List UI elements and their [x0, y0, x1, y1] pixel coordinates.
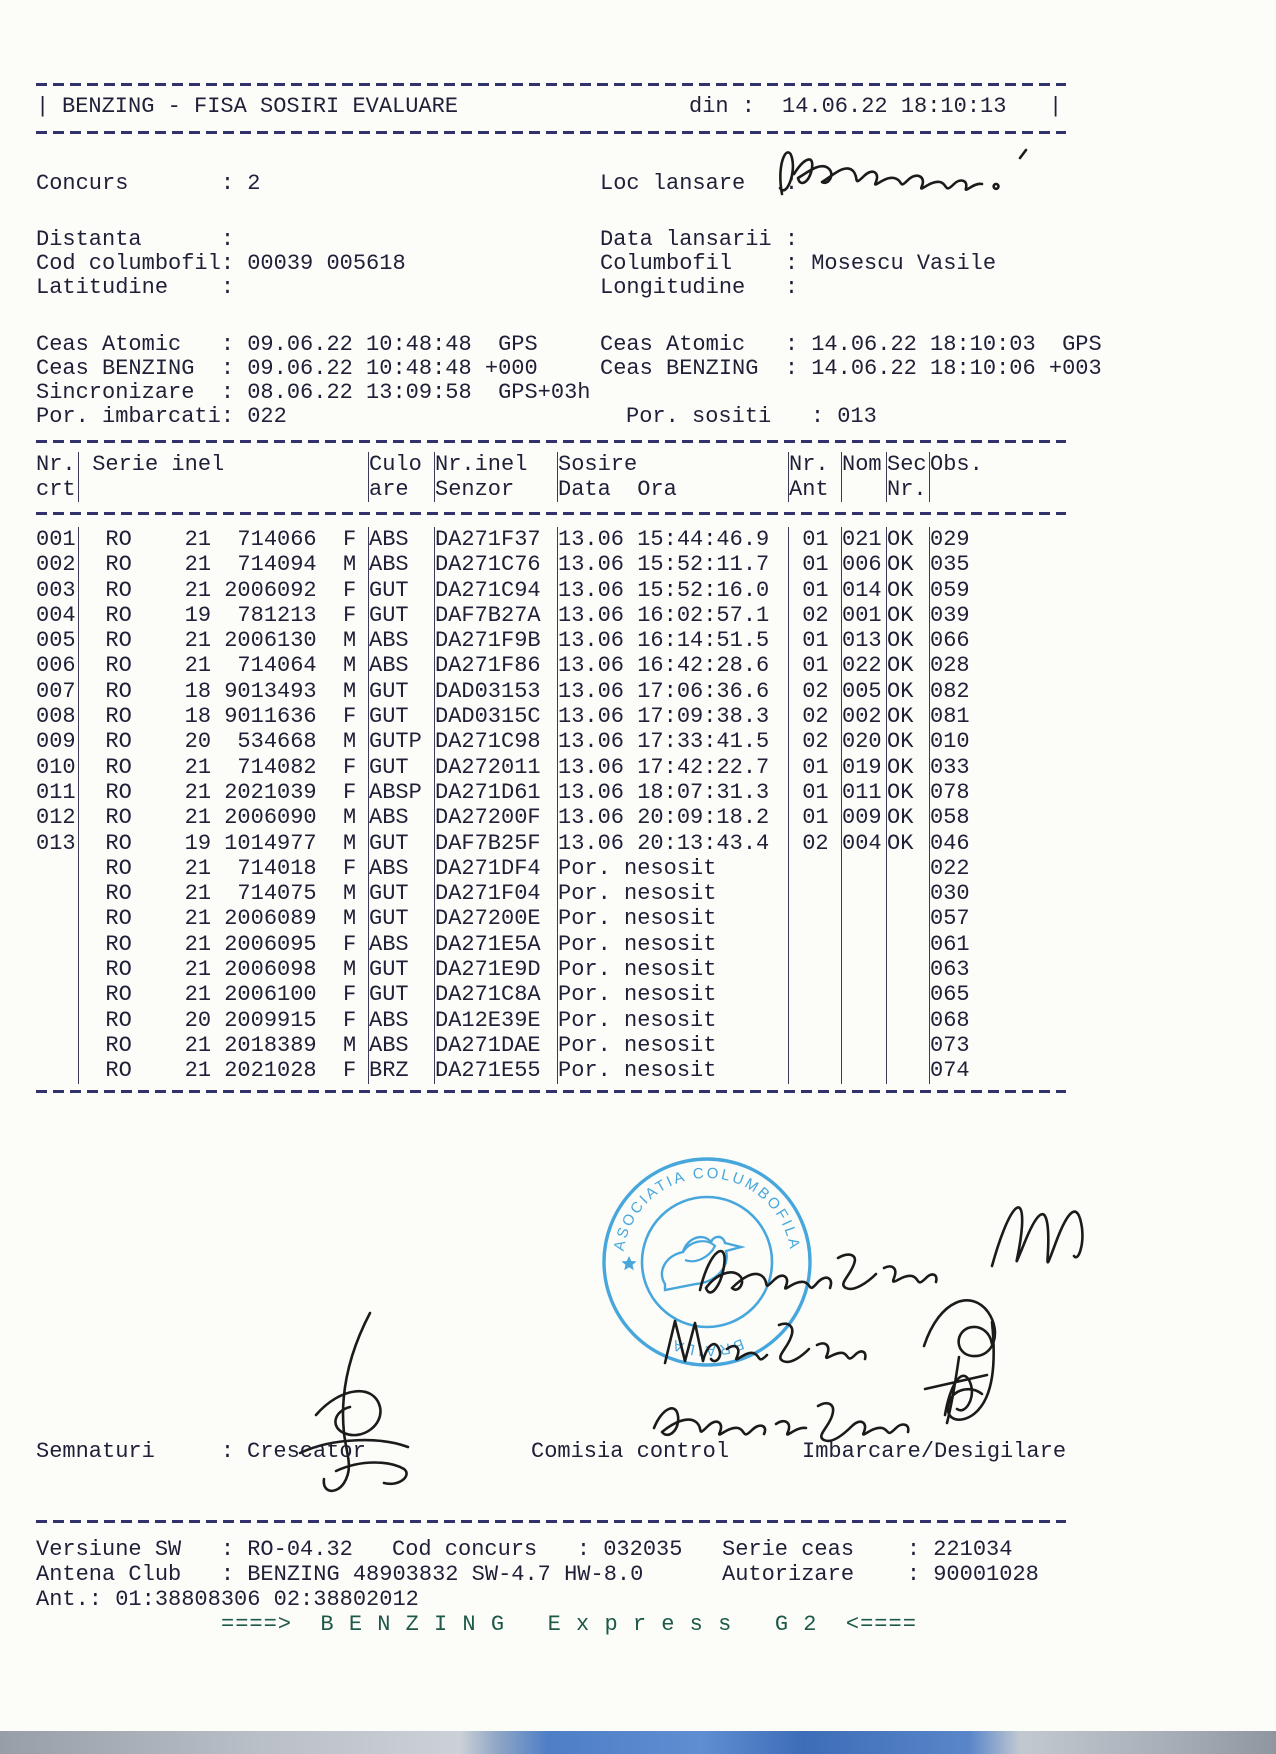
cell-nr-ant: [789, 1033, 842, 1058]
cell-culoare: GUT: [369, 603, 435, 628]
longitudine-label: Longitudine :: [600, 275, 812, 300]
cell-nr-ant: [789, 1058, 842, 1083]
table-body: [36, 527, 983, 1084]
cell-culoare: ABS: [369, 932, 435, 957]
cell-senzor: DA271D61: [435, 780, 558, 805]
stamp-star-icon: [621, 1256, 636, 1270]
table-row: [36, 881, 983, 906]
cell-senzor: DA271E55: [435, 1058, 558, 1083]
cell-nr-ant: [789, 932, 842, 957]
cell-sosire: Por. nesosit: [558, 881, 789, 906]
cell-sec-nr: [887, 982, 930, 1007]
ceas-benzing-left-label: Ceas BENZING :: [36, 356, 248, 381]
cell-sec-nr: OK: [887, 755, 930, 780]
cell-serie-inel: RO 21 2018389 M: [79, 1033, 369, 1058]
table-row: [36, 729, 983, 754]
cell-nom: [842, 1033, 887, 1058]
cell-senzor: DA12E39E: [435, 1008, 558, 1033]
cell-senzor: DA271F86: [435, 653, 558, 678]
cell-senzor: DA271F04: [435, 881, 558, 906]
cell-nr-crt: 003: [36, 578, 79, 603]
cell-senzor: DA271C98: [435, 729, 558, 754]
cell-nr-crt: [36, 856, 79, 881]
cell-senzor: DA271DAE: [435, 1033, 558, 1058]
cell-senzor: DAF7B27A: [435, 603, 558, 628]
cell-sosire: Por. nesosit: [558, 906, 789, 931]
cell-nr-crt: 004: [36, 603, 79, 628]
cell-serie-inel: RO 19 781213 F: [79, 603, 369, 628]
table-row: [36, 552, 983, 577]
cell-obs: 074: [930, 1058, 970, 1084]
cell-obs: 010: [930, 729, 970, 755]
cell-obs: 081: [930, 704, 970, 730]
cell-senzor: DA271DF4: [435, 856, 558, 881]
cell-culoare: GUT: [369, 982, 435, 1007]
cell-sec-nr: [887, 932, 930, 957]
cell-sosire: 13.06 15:52:11.7: [558, 552, 789, 577]
cell-sosire: 13.06 16:02:57.1: [558, 603, 789, 628]
cell-nr-crt: 012: [36, 805, 79, 830]
cell-sosire: 13.06 17:06:36.6: [558, 679, 789, 704]
cell-sec-nr: [887, 1008, 930, 1033]
cell-senzor: DA27200E: [435, 906, 558, 931]
cell-obs: 030: [930, 881, 970, 907]
cell-sec-nr: OK: [887, 552, 930, 577]
cell-senzor: DA27200F: [435, 805, 558, 830]
cell-nom: [842, 982, 887, 1007]
col-header-serie-inel: Serie inel: [79, 452, 369, 502]
cell-serie-inel: RO 21 2006098 M: [79, 957, 369, 982]
cell-nr-crt: 006: [36, 653, 79, 678]
signature-committee-1: [688, 1228, 948, 1313]
por-sositi-label: Por. sositi :: [626, 404, 838, 429]
table-header: [36, 452, 983, 502]
cell-senzor: DA271F37: [435, 527, 558, 552]
cell-nom: 019: [842, 755, 887, 780]
cod-concurs-label: Cod concurs :: [392, 1537, 604, 1562]
table-row: [36, 805, 983, 830]
table-row: [36, 679, 983, 704]
cell-sosire: 13.06 18:07:31.3: [558, 780, 789, 805]
cell-sosire: Por. nesosit: [558, 982, 789, 1007]
cell-nr-crt: 008: [36, 704, 79, 729]
col-header-culoare: Culo are: [369, 452, 435, 502]
cell-sosire: 13.06 17:09:38.3: [558, 704, 789, 729]
cell-nr-crt: [36, 1008, 79, 1033]
cell-sec-nr: OK: [887, 653, 930, 678]
ceas-atomic-left-label: Ceas Atomic :: [36, 332, 248, 357]
cod-columbofil-value: 00039 005618: [247, 251, 406, 276]
cell-nr-ant: 01: [789, 578, 842, 603]
cell-nr-crt: 009: [36, 729, 79, 754]
col-header-sec-nr: Sec Nr.: [887, 452, 930, 502]
cell-serie-inel: RO 21 714075 M: [79, 881, 369, 906]
col-header-senzor: Nr.inel Senzor: [435, 452, 558, 502]
table-row: [36, 856, 983, 881]
cell-sec-nr: OK: [887, 578, 930, 603]
cell-sosire: Por. nesosit: [558, 1058, 789, 1083]
columbofil-label: Columbofil :: [600, 251, 812, 276]
cell-nr-ant: 01: [789, 527, 842, 552]
cell-nom: [842, 881, 887, 906]
cell-serie-inel: RO 20 534668 M: [79, 729, 369, 754]
cell-obs: 022: [930, 855, 970, 881]
cell-serie-inel: RO 21 2021039 F: [79, 780, 369, 805]
cell-nr-ant: 02: [789, 603, 842, 628]
divider-top: [36, 83, 1066, 86]
cell-sosire: Por. nesosit: [558, 932, 789, 957]
cell-sosire: 13.06 20:09:18.2: [558, 805, 789, 830]
col-header-sosire: Sosire Data Ora: [558, 452, 789, 502]
table-row: [36, 780, 983, 805]
cell-culoare: ABS: [369, 1033, 435, 1058]
cell-obs: 068: [930, 1007, 970, 1033]
cell-senzor: DA271F9B: [435, 628, 558, 653]
cell-culoare: GUT: [369, 957, 435, 982]
table-row: [36, 906, 983, 931]
cell-sec-nr: OK: [887, 603, 930, 628]
cell-nom: [842, 1058, 887, 1083]
cell-serie-inel: RO 21 2006089 M: [79, 906, 369, 931]
signature-paraph-3: [915, 1345, 995, 1430]
cell-nr-ant: [789, 906, 842, 931]
autorizare-label: Autorizare :: [722, 1562, 934, 1587]
cell-sosire: Por. nesosit: [558, 856, 789, 881]
semnaturi-label: Semnaturi :: [36, 1439, 248, 1464]
signature-paraph-1: [980, 1178, 1095, 1283]
title-right-pipe: |: [1049, 94, 1063, 119]
cell-nr-ant: [789, 957, 842, 982]
table-row: [36, 527, 983, 552]
cell-culoare: BRZ: [369, 1058, 435, 1083]
cell-obs: 061: [930, 931, 970, 957]
cell-nr-crt: 011: [36, 780, 79, 805]
stamp-text-top: ASOCIATIA COLUMBOFILA: [610, 1164, 804, 1253]
table-row: [36, 932, 983, 957]
cell-nr-ant: [789, 1008, 842, 1033]
cell-culoare: ABS: [369, 628, 435, 653]
semnaturi-crescator: Crescator: [247, 1439, 366, 1464]
cell-sec-nr: OK: [887, 527, 930, 552]
cell-senzor: DA271E9D: [435, 957, 558, 982]
divider-above-footer: [36, 1520, 1066, 1523]
table-row: [36, 603, 983, 628]
cell-culoare: ABS: [369, 856, 435, 881]
cell-sosire: 13.06 16:14:51.5: [558, 628, 789, 653]
ceas-benzing-right-value: 14.06.22 18:10:06 +003: [811, 356, 1102, 381]
cell-nom: 001: [842, 603, 887, 628]
cell-culoare: ABS: [369, 1008, 435, 1033]
cell-nr-crt: [36, 906, 79, 931]
cell-nr-crt: 010: [36, 755, 79, 780]
divider-under-table: [36, 1090, 1066, 1093]
cell-sosire: Por. nesosit: [558, 957, 789, 982]
cell-obs: 059: [930, 577, 970, 603]
page-title: BENZING - FISA SOSIRI EVALUARE: [62, 94, 459, 119]
cell-nr-crt: [36, 982, 79, 1007]
cell-sec-nr: [887, 906, 930, 931]
cell-obs: 029: [930, 527, 970, 552]
cell-sosire: Por. nesosit: [558, 1033, 789, 1058]
cell-nr-crt: [36, 957, 79, 982]
antena-club-label: Antena Club :: [36, 1562, 248, 1587]
cell-senzor: DAF7B25F: [435, 831, 558, 856]
table-row: [36, 1058, 983, 1083]
cell-sec-nr: OK: [887, 831, 930, 856]
benzing-express-banner: ====> B E N Z I N G E x p r e s s G 2 <====: [221, 1612, 917, 1637]
distanta-label: Distanta :: [36, 227, 248, 252]
cell-nr-ant: 01: [789, 805, 842, 830]
cell-culoare: GUT: [369, 881, 435, 906]
loc-lansare-label: Loc lansare :: [600, 171, 812, 196]
cell-obs: 063: [930, 957, 970, 983]
table-row: [36, 653, 983, 678]
cell-nr-ant: [789, 881, 842, 906]
concurs-value: 2: [247, 171, 261, 196]
cell-obs: 058: [930, 805, 970, 831]
cell-culoare: ABS: [369, 805, 435, 830]
cell-senzor: DA271C94: [435, 578, 558, 603]
por-imbarcati-label: Por. imbarcati:: [36, 404, 248, 429]
cell-nom: 005: [842, 679, 887, 704]
cell-culoare: ABS: [369, 653, 435, 678]
table-row: [36, 578, 983, 603]
din-label: din :: [689, 94, 756, 119]
cell-serie-inel: RO 21 2006130 M: [79, 628, 369, 653]
cell-nr-crt: 007: [36, 679, 79, 704]
ceas-atomic-left-value: 09.06.22 10:48:48 GPS: [247, 332, 538, 357]
cell-serie-inel: RO 21 2006092 F: [79, 578, 369, 603]
title-left-pipe: |: [36, 94, 50, 119]
cell-nom: [842, 856, 887, 881]
cell-senzor: DAD0315C: [435, 704, 558, 729]
stamp-text-bottom: BRAILA: [667, 1335, 747, 1360]
cell-sec-nr: [887, 881, 930, 906]
table-row: [36, 1033, 983, 1058]
cell-sec-nr: OK: [887, 704, 930, 729]
cell-sosire: 13.06 15:44:46.9: [558, 527, 789, 552]
cell-serie-inel: RO 19 1014977 M: [79, 831, 369, 856]
cell-serie-inel: RO 21 714064 M: [79, 653, 369, 678]
cell-sec-nr: [887, 1058, 930, 1083]
col-header-nr-crt: Nr. crt: [36, 452, 79, 502]
cell-serie-inel: RO 21 2006095 F: [79, 932, 369, 957]
cell-nr-crt: [36, 932, 79, 957]
cell-obs: 065: [930, 982, 970, 1008]
cell-nom: 022: [842, 653, 887, 678]
row-benzing-express: [36, 1613, 1196, 1685]
cell-obs: 028: [930, 653, 970, 679]
cell-obs: 082: [930, 678, 970, 704]
cell-nr-crt: 002: [36, 552, 79, 577]
handwriting-loc-lansare: [768, 132, 1058, 212]
cell-senzor: DA271C8A: [435, 982, 558, 1007]
cell-sosire: 13.06 16:42:28.6: [558, 653, 789, 678]
cell-sec-nr: [887, 957, 930, 982]
cell-nr-ant: 01: [789, 780, 842, 805]
cell-culoare: GUT: [369, 704, 435, 729]
cell-serie-inel: RO 21 714082 F: [79, 755, 369, 780]
cell-nom: [842, 957, 887, 982]
table-row: [36, 982, 983, 1007]
cell-nr-ant: 01: [789, 628, 842, 653]
cell-nom: 011: [842, 780, 887, 805]
cell-culoare: GUT: [369, 679, 435, 704]
cell-serie-inel: RO 21 714094 M: [79, 552, 369, 577]
table-row: [36, 704, 983, 729]
serie-ceas-value: 221034: [933, 1537, 1013, 1562]
col-header-obs: Obs.: [930, 452, 983, 477]
table-row: [36, 628, 983, 653]
cell-culoare: GUT: [369, 906, 435, 931]
divider-under-header: [36, 512, 1066, 515]
cod-concurs-value: 032035: [603, 1537, 683, 1562]
cell-sec-nr: OK: [887, 628, 930, 653]
cell-sec-nr: OK: [887, 805, 930, 830]
cell-serie-inel: RO 18 9011636 F: [79, 704, 369, 729]
cell-nom: 009: [842, 805, 887, 830]
latitudine-label: Latitudine :: [36, 275, 248, 300]
report-datetime: 14.06.22 18:10:13: [782, 94, 1007, 119]
cell-serie-inel: RO 21 2006100 F: [79, 982, 369, 1007]
cell-sosire: 13.06 17:42:22.7: [558, 755, 789, 780]
cell-nom: 006: [842, 552, 887, 577]
ceas-benzing-left-value: 09.06.22 10:48:48 +000: [247, 356, 538, 381]
cell-nom: 013: [842, 628, 887, 653]
cell-nom: 014: [842, 578, 887, 603]
cell-nr-crt: 013: [36, 831, 79, 856]
cell-obs: 066: [930, 628, 970, 654]
cell-nr-ant: 01: [789, 653, 842, 678]
sincronizare-label: Sincronizare :: [36, 380, 248, 405]
cell-obs: 073: [930, 1032, 970, 1058]
cell-nr-ant: [789, 982, 842, 1007]
ceas-atomic-right-label: Ceas Atomic :: [600, 332, 812, 357]
cell-nr-ant: 01: [789, 552, 842, 577]
cell-culoare: GUT: [369, 755, 435, 780]
cell-nom: 021: [842, 527, 887, 552]
col-header-nom: Nom: [842, 452, 887, 502]
cell-culoare: ABSP: [369, 780, 435, 805]
table-row: [36, 957, 983, 982]
col-header-nr-ant: Nr. Ant: [789, 452, 842, 502]
cell-obs: 039: [930, 602, 970, 628]
cell-sosire: Por. nesosit: [558, 1008, 789, 1033]
sincronizare-value: 08.06.22 13:09:58 GPS+03h: [247, 380, 591, 405]
divider-above-table: [36, 440, 1066, 443]
cell-nr-ant: 02: [789, 679, 842, 704]
cell-nom: [842, 1008, 887, 1033]
cell-obs: 057: [930, 906, 970, 932]
cell-sosire: 13.06 15:52:16.0: [558, 578, 789, 603]
concurs-label: Concurs :: [36, 171, 248, 196]
cell-senzor: DA272011: [435, 755, 558, 780]
semnaturi-comisia-control: Comisia control: [531, 1439, 730, 1464]
cell-culoare: GUT: [369, 831, 435, 856]
cell-nr-ant: 01: [789, 755, 842, 780]
serie-ceas-label: Serie ceas :: [722, 1537, 934, 1562]
por-imbarcati-value: 022: [247, 404, 287, 429]
cell-nr-ant: 02: [789, 729, 842, 754]
cell-nom: [842, 932, 887, 957]
cell-sec-nr: [887, 1033, 930, 1058]
cell-senzor: DA271E5A: [435, 932, 558, 957]
por-sositi-value: 013: [837, 404, 877, 429]
cell-serie-inel: RO 18 9013493 M: [79, 679, 369, 704]
versiune-sw-label: Versiune SW :: [36, 1537, 248, 1562]
cell-nr-ant: 02: [789, 704, 842, 729]
versiune-sw-value: RO-04.32: [247, 1537, 353, 1562]
cell-nom: 004: [842, 831, 887, 856]
antena-club-value: BENZING 48903832 SW-4.7 HW-8.0: [247, 1562, 644, 1587]
antene-value: Ant.: 01:38808306 02:38802012: [36, 1587, 419, 1612]
cell-culoare: GUT: [369, 578, 435, 603]
table-row: [36, 1008, 983, 1033]
cell-serie-inel: RO 21 714018 F: [79, 856, 369, 881]
cell-obs: 035: [930, 552, 970, 578]
cell-sec-nr: [887, 856, 930, 881]
cell-sec-nr: OK: [887, 729, 930, 754]
cell-obs: 033: [930, 754, 970, 780]
cell-nom: 020: [842, 729, 887, 754]
cell-sec-nr: OK: [887, 679, 930, 704]
ceas-benzing-right-label: Ceas BENZING :: [600, 356, 812, 381]
cell-nr-crt: [36, 1058, 79, 1083]
cell-nom: [842, 906, 887, 931]
table-row: [36, 755, 983, 780]
autorizare-value: 90001028: [933, 1562, 1039, 1587]
cell-serie-inel: RO 20 2009915 F: [79, 1008, 369, 1033]
table-row: [36, 831, 983, 856]
cell-nr-crt: [36, 1033, 79, 1058]
semnaturi-imbarcare-desigilare: Imbarcare/Desigilare: [802, 1439, 1067, 1464]
ceas-atomic-right-value: 14.06.22 18:10:03 GPS: [811, 332, 1102, 357]
columbofil-value: Mosescu Vasile: [811, 251, 997, 276]
cell-nom: 002: [842, 704, 887, 729]
signature-committee-2: [655, 1305, 905, 1375]
cod-columbofil-label: Cod columbofil:: [36, 251, 248, 276]
cell-culoare: ABS: [369, 527, 435, 552]
cell-obs: 046: [930, 830, 970, 856]
cell-senzor: DA271C76: [435, 552, 558, 577]
cell-sosire: 13.06 17:33:41.5: [558, 729, 789, 754]
cell-serie-inel: RO 21 714066 F: [79, 527, 369, 552]
cell-culoare: ABS: [369, 552, 435, 577]
scanner-edge-artifact: [0, 1731, 1276, 1754]
cell-senzor: DAD03153: [435, 679, 558, 704]
cell-sec-nr: OK: [887, 780, 930, 805]
cell-serie-inel: RO 21 2006090 M: [79, 805, 369, 830]
cell-nr-crt: [36, 881, 79, 906]
cell-nr-ant: [789, 856, 842, 881]
cell-nr-crt: 005: [36, 628, 79, 653]
cell-serie-inel: RO 21 2021028 F: [79, 1058, 369, 1083]
data-lansarii-label: Data lansarii :: [600, 227, 812, 252]
cell-culoare: GUTP: [369, 729, 435, 754]
cell-nr-ant: 02: [789, 831, 842, 856]
cell-nr-crt: 001: [36, 527, 79, 552]
cell-obs: 078: [930, 779, 970, 805]
cell-sosire: 13.06 20:13:43.4: [558, 831, 789, 856]
